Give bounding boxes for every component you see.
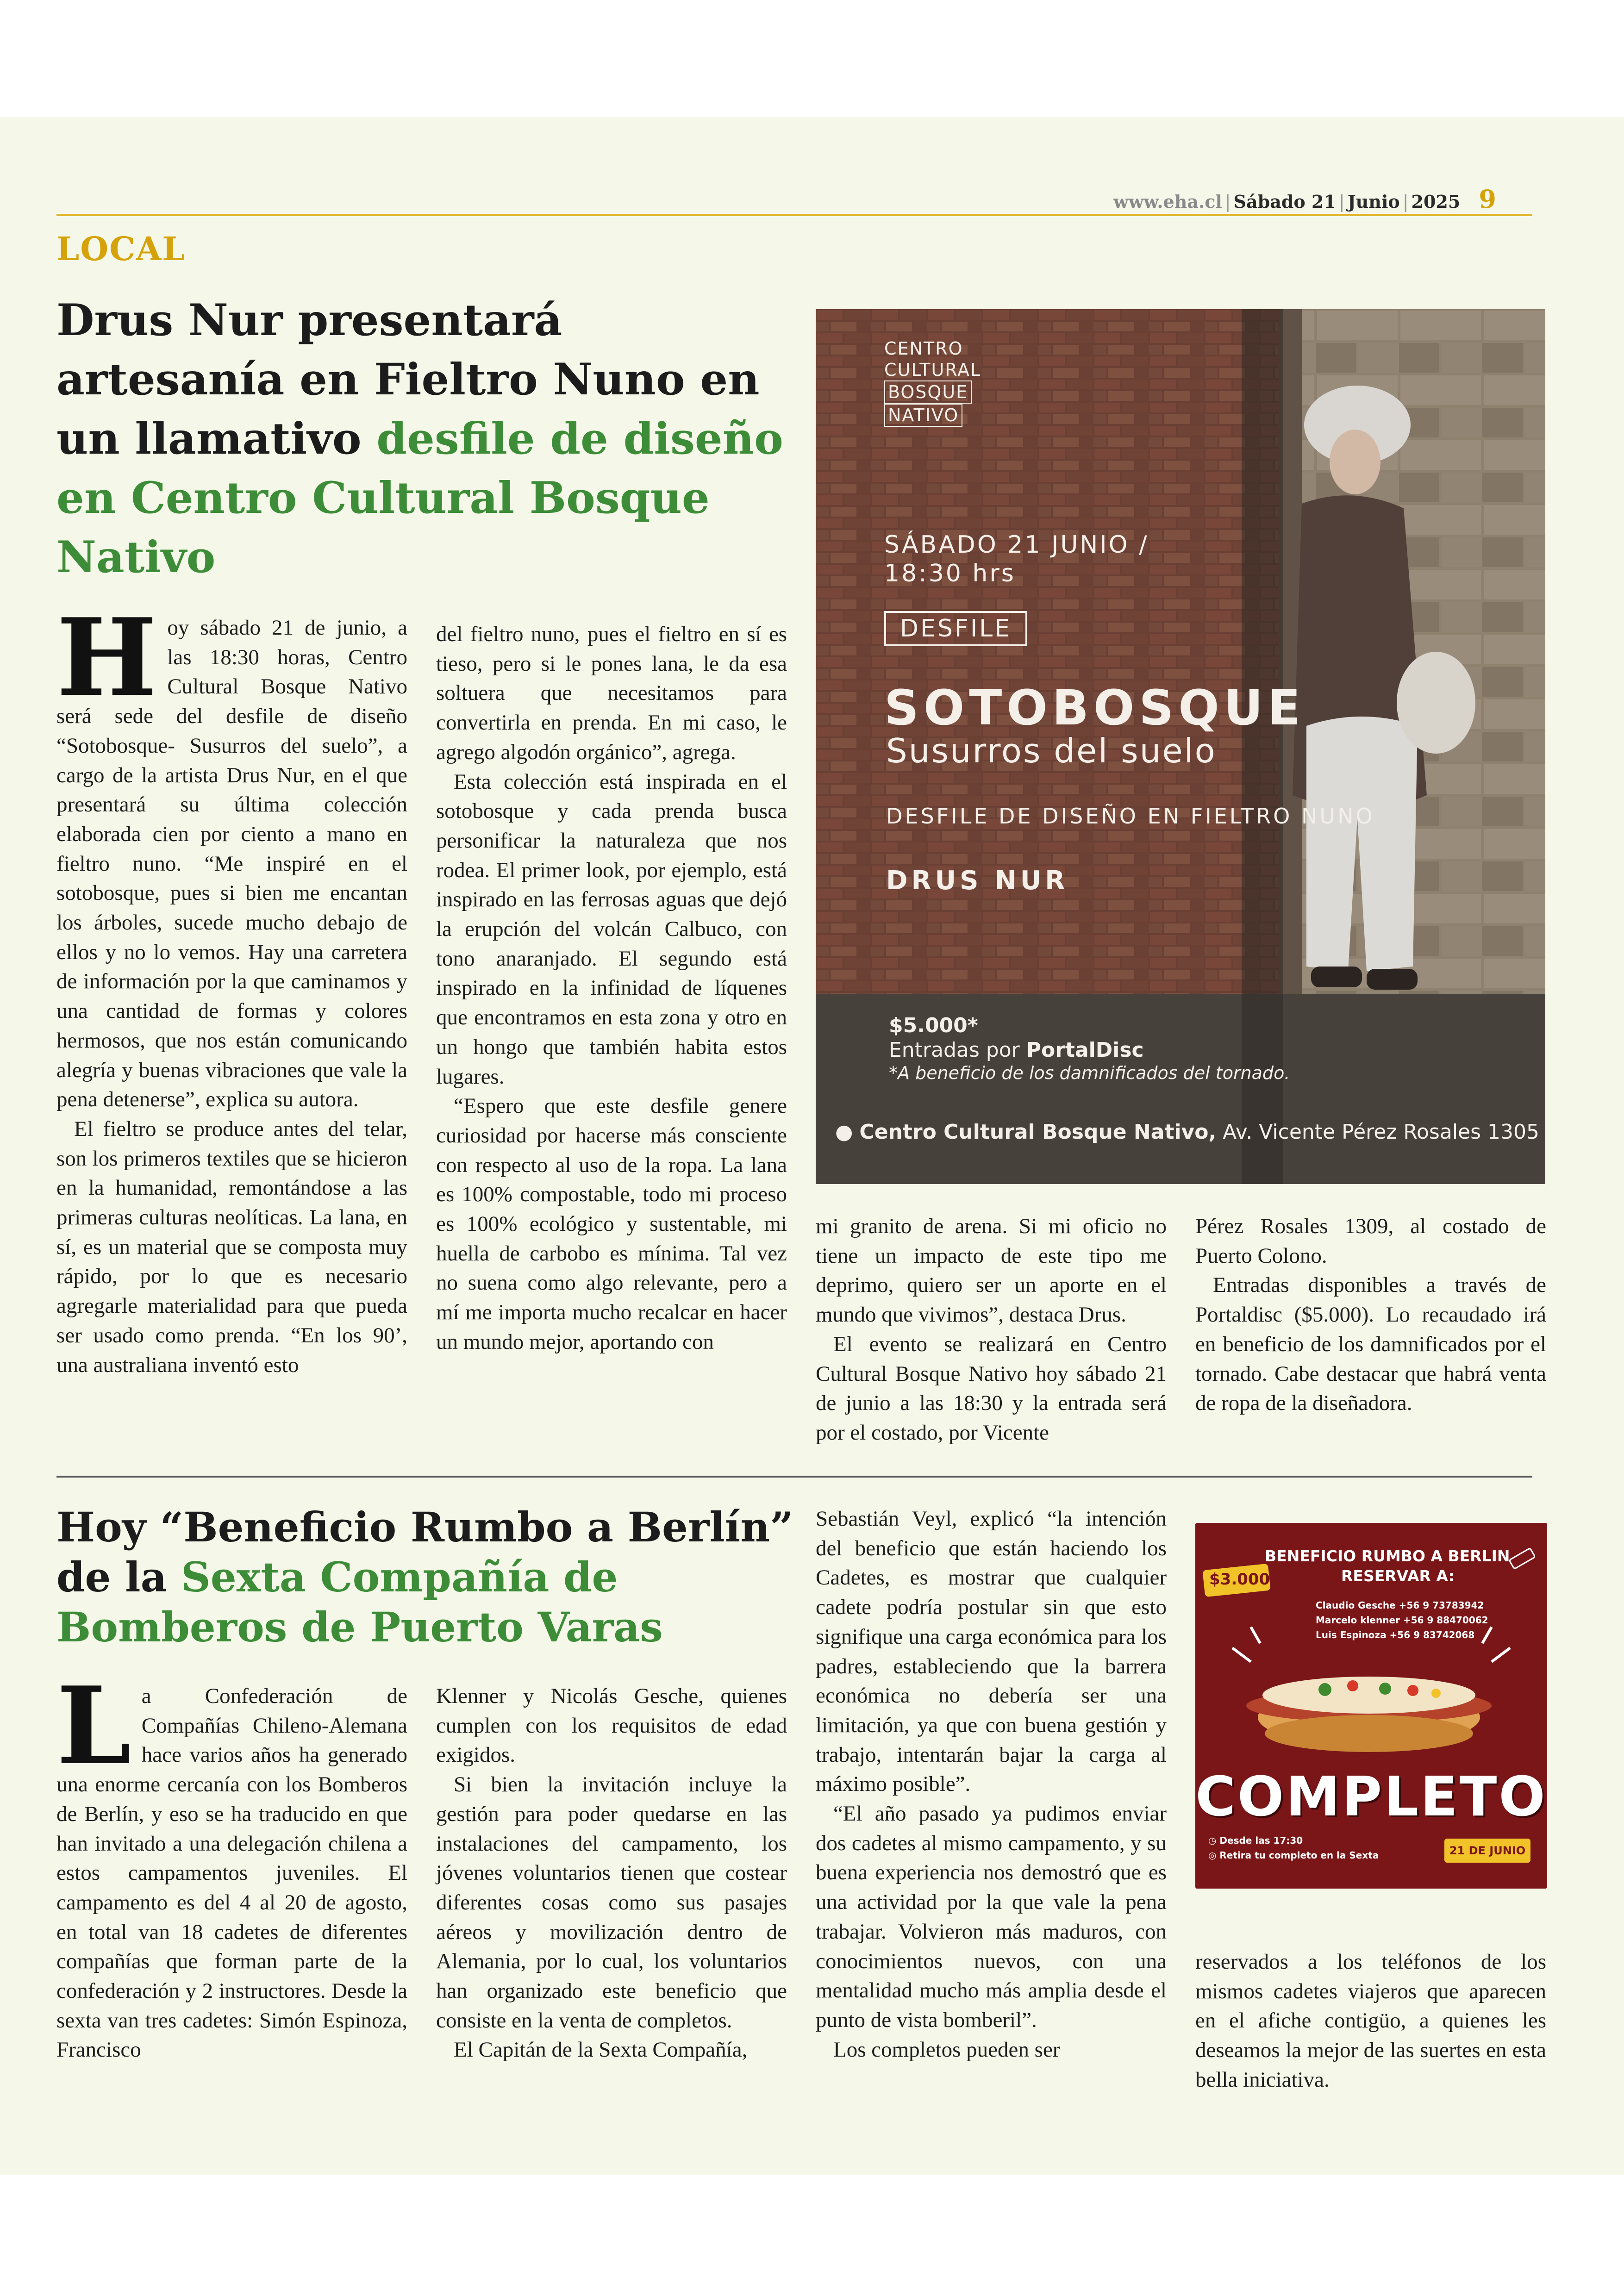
completo-ad — [1195, 1523, 1547, 1889]
section-label: LOCAL — [56, 230, 186, 268]
poster-artist: DRUS NUR — [886, 866, 1069, 896]
poster-logo — [884, 338, 981, 427]
article1-paragraph: oy sábado 21 de junio, a las 18:30 horas, Centro Cultural Bosque Nativo será sede del desfile de diseño “Sotobosque- Susurros del suelo”, a cargo de la artista Drus Nur, en el que presentará su última colección elaborada cien por ciento a mano en fieltro nuno. “Me inspiré en el sotobosque, pues si bien me encantan los árboles, sucede mucho debajo de ellos y no lo vemos. Hay una carretera de información por la que caminamos y una cantidad de formas y colores hermosos, que nos están comunicando alegría y buenas vibraciones que vale la pena detenerse”, explica su autora. — [56, 616, 407, 1112]
article1-headline — [56, 291, 788, 587]
ad-contacts — [1316, 1598, 1488, 1642]
header-year: 2025 — [1411, 191, 1461, 212]
article1-paragraph: “Espero que este desfile genere curiosidad por hacerse más consciente con respecto al uso de la ropa. La lana es 100% compostable, todo mi proceso es 100% ecológico y sustentable, mi huella de carbobo es mínima. Tal vez no suena como algo relevante, pero a mí me importa mucho recalcar en hacer un mundo mejor, aportando con — [436, 1094, 787, 1354]
article1-paragraph: del fieltro nuno, pues el fieltro en sí es tieso, pero si le pones lana, le da esa soltuera que necesitamos para convertirla en prenda. En mi caso, le agrego algodón orgánico”, agrega. — [436, 622, 787, 764]
poster-tickets — [889, 1038, 1144, 1062]
article1-column-1 — [56, 595, 407, 1380]
article1-paragraph: El fieltro se produce antes del telar, son los primeros textiles que se hicieron en la humanidad, remontándose a las primeras culturas neolíticas. La lana, en sí, es un material que se composta muy rápido, por lo que es necesario agregarle materialidad para que pueda ser usado como prenda. “En los 90’, una australiana inventó esto — [56, 1116, 407, 1377]
poster-venue-name: Centro Cultural Bosque Nativo, — [859, 1120, 1217, 1144]
ad-details — [1208, 1833, 1379, 1863]
poster-date-line: SÁBADO 21 JUNIO / — [884, 531, 1149, 559]
ad-subtitle: RESERVAR A: — [1341, 1567, 1455, 1585]
globe-icon: ◎ — [1208, 1850, 1217, 1861]
ad-contact[interactable]: Luis Espinoza +56 9 83742068 — [1316, 1629, 1475, 1640]
poster-tag: DESFILE — [884, 611, 1027, 646]
ad-product: COMPLETO — [1195, 1765, 1547, 1828]
ad-pickup-text: Retira tu completo en la Sexta — [1219, 1850, 1379, 1861]
poster-logo-line: NATIVO — [884, 404, 962, 427]
article1-column-3 — [816, 1212, 1167, 1448]
article1-headline-black: Drus Nur presentará artesanía en Fieltro Nuno en un llamativo — [56, 295, 760, 464]
article2-paragraph: Los completos pueden ser — [833, 2037, 1060, 2062]
ad-contact[interactable]: Claudio Gesche +56 9 73783942 — [1316, 1600, 1484, 1611]
ad-time — [1208, 1833, 1379, 1848]
poster-date — [884, 530, 1149, 588]
article1-column-2 — [436, 620, 787, 1357]
article1-headline-green: desfile de diseño en Centro Cultural Bosque Nativo — [56, 413, 783, 583]
header-month: Junio — [1347, 191, 1400, 212]
article1-paragraph: mi granito de arena. Si mi oficio no tiene un impacto de este tipo me deprimo, quiero ser un aporte en el mundo que vivimos”, destaca Drus. — [816, 1214, 1167, 1327]
article-divider — [56, 1476, 1532, 1478]
article2-paragraph: Sebastián Veyl, explicó “la intención del beneficio que están haciendo los Cadetes, es mostrar que cualquier cadete podría postular sin que esto signifique una carga económica para los padres, estableciendo que la barrera económica no debería ser una limitación, ya que con buena gestión y trabajo, intentarán bajar la carga al máximo posible”. — [816, 1507, 1167, 1796]
ad-pickup — [1208, 1848, 1379, 1863]
article2-paragraph: reservados a los teléfonos de los mismos cadetes viajeros que aparecen en el afiche contigüo, a quienes les deseamos la mejor de las suertes en esta bella iniciativa. — [1195, 1950, 1546, 2092]
article2-paragraph: Klenner y Nicolás Gesche, quienes cumplen con los requisitos de edad exigidos. — [436, 1684, 787, 1767]
article1-dropcap: H — [56, 595, 157, 720]
article1-paragraph: Pérez Rosales 1309, al costado de Puerto Colono. — [1195, 1214, 1546, 1268]
poster-note: *A beneficio de los damnificados del tornado. — [889, 1063, 1290, 1083]
header-rule — [56, 214, 1532, 216]
location-pin-icon: ● — [835, 1120, 853, 1144]
clock-icon: ◷ — [1208, 1835, 1217, 1846]
poster-description: DESFILE DE DISEÑO EN FIELTRO NUNO — [886, 804, 1375, 829]
poster-logo-line: CENTRO — [884, 338, 963, 359]
article1-paragraph: Esta colección está inspirada en el sotobosque y cada prenda busca personificar la naturaleza que nos rodea. El primer look, por ejemplo, está inspirado en las ferrosas aguas que dejó la erupción del volcán Calbuco, con tono anaranjado. El segundo está inspirado en la infinidad de líquenes que encontramos en esta zona y otro en un hongo que también habita estos lugares. — [436, 769, 787, 1089]
ad-title: BENEFICIO RUMBO A BERLIN — [1265, 1547, 1510, 1565]
ad-price: $3.000.- — [1209, 1570, 1283, 1589]
ad-contact[interactable]: Marcelo klenner +56 9 88470062 — [1316, 1615, 1488, 1626]
page-number: 9 — [1479, 184, 1496, 214]
article1-column-4 — [1195, 1212, 1546, 1418]
article2-headline-black: Hoy “Beneficio Rumbo a Berlín” de la — [56, 1503, 793, 1601]
article2-paragraph: “El año pasado ya pudimos enviar dos cadetes al mismo campamento, y su buena experiencia nos demostró que es una actividad por la que vale la pena trabajar. Volvieron más maduros, con conocimientos nuevos, con una mentalidad mucho más amplia desde el punto de vista bomberil”. — [816, 1802, 1167, 2032]
article2-column-2 — [436, 1682, 787, 2065]
article2-paragraph: a Confederación de Compañías Chileno-Alemana hace varios años ha generado una enorme cercanía con los Bomberos de Berlín, y eso se ha traducido en que han invitado a una delegación chilena a estos campamentos juveniles. El campamento es del 4 al 20 de agosto, en total van 18 cadetes de diferentes compañías que forman parte de la confederación y 2 instructores. Desde la sexta van tres cadetes: Simón Espinoza, Francisco — [56, 1684, 407, 2062]
poster-logo-line: CULTURAL — [884, 360, 981, 380]
poster-venue-address: Av. Vicente Pérez Rosales 1305 — [1216, 1120, 1539, 1144]
article1-paragraph: El evento se realizará en Centro Cultural Bosque Nativo hoy sábado 21 de junio a las 18:30 y la entrada será por el costado, por Vicente — [816, 1332, 1167, 1445]
event-poster — [816, 309, 1545, 1184]
article2-paragraph: Si bien la invitación incluye la gestión para poder quedarse en las instalaciones del campamento, los jóvenes voluntarios tienen que costear diferentes cosas como sus pasajes aéreos y movilización dentro de Alemania, por lo cual, los voluntarios han organizado este beneficio que consiste en la venta de completos. — [436, 1772, 787, 2033]
ad-time-text: Desde las 17:30 — [1219, 1835, 1303, 1846]
page-header: www.eha.cl | Sábado 21 | Junio | 2025 9 — [1113, 184, 1496, 214]
site-url[interactable]: www.eha.cl — [1113, 191, 1222, 212]
ad-date: 21 DE JUNIO — [1449, 1844, 1526, 1857]
poster-price: $5.000* — [889, 1014, 978, 1037]
article2-headline — [56, 1502, 806, 1652]
article2-column-4 — [1195, 1947, 1546, 2095]
poster-subtitle: Susurros del suelo — [886, 731, 1217, 770]
article1-paragraph: Entradas disponibles a través de Portaldisc ($5.000). Lo recaudado irá en beneficio de los damnificados por el tornado. Cabe destacar que habrá venta de ropa de la diseñadora. — [1195, 1273, 1546, 1416]
article2-paragraph: El Capitán de la Sexta Compañía, — [454, 2038, 748, 2062]
article2-headline-green: Sexta Compañía de Bomberos de Puerto Varas — [56, 1553, 663, 1651]
header-day: Sábado 21 — [1233, 191, 1336, 212]
poster-title: SOTOBOSQUE — [884, 680, 1305, 736]
poster-date-line: 18:30 hrs — [884, 560, 1016, 587]
poster-tickets-vendor: PortalDisc — [1026, 1038, 1144, 1062]
poster-venue — [835, 1120, 1539, 1144]
article2-column-3 — [816, 1504, 1167, 2064]
article2-column-1 — [56, 1664, 407, 2065]
poster-tickets-prefix: Entradas por — [889, 1038, 1026, 1062]
poster-logo-line: BOSQUE — [884, 380, 972, 404]
article2-dropcap: L — [56, 1664, 131, 1789]
